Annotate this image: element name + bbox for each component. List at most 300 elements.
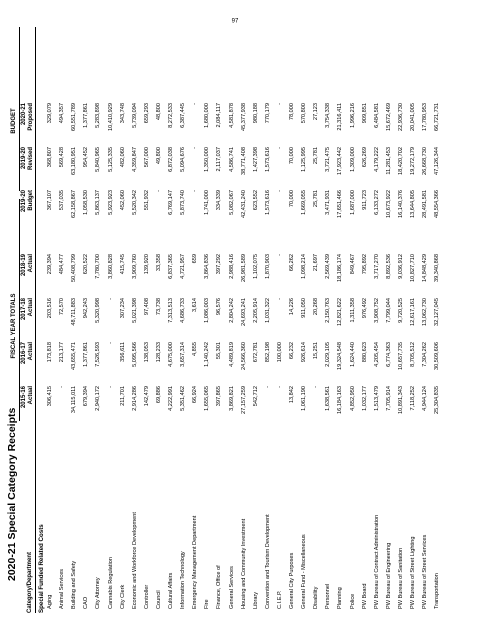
row-value-1: 7,118,252 <box>410 386 416 411</box>
column-header-4 <box>21 254 34 298</box>
row-value-1: 4,852,950 <box>349 386 356 411</box>
row-value-3: 3,908,752 <box>373 298 380 323</box>
row-value-1: 397,865 <box>216 386 223 407</box>
row-value-3: 976,492 <box>361 298 368 319</box>
row-value-4: 8,892,536 <box>385 254 392 279</box>
row-value-5: 6,133,272 <box>373 190 380 215</box>
row-value-2: 4,855 <box>192 342 199 356</box>
row-value-5: - <box>276 190 283 192</box>
table-row <box>107 0 115 621</box>
row-category-name: Finance, Office of <box>216 565 223 609</box>
table-row <box>215 0 223 621</box>
row-value-3: 72,570 <box>59 298 66 316</box>
row-value-1: 306,415 <box>47 386 53 407</box>
row-value-2: 1,624,440 <box>349 342 356 367</box>
row-value-6: 954,452 <box>83 147 90 168</box>
row-value-5: 537,035 <box>59 190 66 211</box>
row-value-3: 48,711,883 <box>71 298 78 326</box>
row-value-1: 1,638,561 <box>325 386 332 411</box>
row-value-5: 48,554,366 <box>434 190 441 218</box>
row-category-name: Emergency Management Department <box>192 515 199 609</box>
table-row <box>349 0 357 621</box>
row-value-3: 13,062,730 <box>422 298 429 326</box>
row-value-3: - <box>276 298 283 300</box>
row-value-6: 3,721,475 <box>325 147 332 172</box>
row-value-4: 4,721,957 <box>180 254 187 279</box>
row-value-1: 542,712 <box>252 386 259 407</box>
row-value-4: 415,745 <box>119 254 126 275</box>
row-value-6: 63,180,951 <box>71 147 78 175</box>
table-row <box>143 0 151 621</box>
row-value-1: 5,351,462 <box>180 386 187 411</box>
row-value-2: 128,233 <box>155 342 162 363</box>
row-value-2: 213,177 <box>59 342 66 363</box>
row-value-4: 239,394 <box>47 254 53 275</box>
row-value-7: 6,484,581 <box>373 103 380 128</box>
row-value-3: 2,205,914 <box>252 298 259 323</box>
table-row <box>119 0 127 621</box>
row-value-1: 16,184,163 <box>337 386 344 414</box>
row-category-name: Animal Services <box>59 568 66 609</box>
row-value-6: 1,125,995 <box>301 147 308 172</box>
table-row <box>336 0 344 621</box>
row-category-name: C.I.E.P. <box>276 590 283 609</box>
row-value-6: - <box>276 147 283 149</box>
table-row <box>324 0 332 621</box>
row-value-5: 6,769,147 <box>168 190 174 215</box>
row-value-1: - <box>276 386 283 388</box>
row-value-6: 38,771,408 <box>240 147 247 175</box>
row-category-name: Council <box>155 590 162 609</box>
row-value-4: 1,098,214 <box>301 254 308 279</box>
row-value-4: 484,477 <box>59 254 66 275</box>
row-category-name: Cannabis Regulation <box>107 557 114 609</box>
row-value-7: 4,581,878 <box>228 103 235 128</box>
table-row <box>264 0 272 621</box>
row-value-6: 5,094,676 <box>180 147 187 172</box>
row-category-name: PW Bureau of Street Lighting <box>410 536 416 609</box>
row-value-2: 6,774,363 <box>385 342 392 367</box>
row-value-6: 569,428 <box>59 147 66 168</box>
table-row <box>240 0 248 621</box>
row-value-2: 926,614 <box>301 342 308 363</box>
column-header-year: 2018-19 <box>21 254 27 277</box>
row-category-name: PW Bureau of Engineering <box>385 542 392 609</box>
column-header-1 <box>21 386 34 430</box>
table-row <box>46 0 54 621</box>
header-rule <box>35 27 36 613</box>
row-value-4: 3,717,270 <box>373 254 380 279</box>
row-category-name: City Clerk <box>119 584 126 609</box>
row-value-7: - <box>276 103 283 105</box>
row-value-7: 6,387,445 <box>180 103 187 128</box>
row-value-7: - <box>192 103 199 105</box>
row-value-5: 13,644,805 <box>410 190 416 218</box>
row-value-5: 70,000 <box>289 190 295 208</box>
row-value-1: 1,032,177 <box>361 386 368 411</box>
row-category-name: Personnel <box>325 583 332 609</box>
row-value-4: 795,892 <box>361 254 368 275</box>
row-value-6: 5,840,965 <box>95 147 102 172</box>
row-value-1: 10,891,343 <box>397 386 404 414</box>
row-value-7: 3,754,338 <box>325 103 332 128</box>
row-category-name: City Attorney <box>95 577 102 609</box>
row-value-3: 942,243 <box>83 298 90 319</box>
row-value-3: 307,234 <box>119 298 126 319</box>
row-value-1: - <box>313 386 320 388</box>
row-value-1: 1,061,190 <box>301 386 308 411</box>
row-value-5: 911,723 <box>361 190 368 210</box>
column-header-type: Actual <box>27 342 34 361</box>
column-header-7 <box>21 103 34 147</box>
row-value-3: 1,086,003 <box>204 298 211 323</box>
row-value-5: 42,431,240 <box>240 190 247 218</box>
row-value-4: 397,292 <box>216 254 223 275</box>
row-value-2: 100,000 <box>276 342 283 363</box>
row-value-5: 1,741,000 <box>204 190 211 215</box>
row-value-1: 69,886 <box>155 386 162 404</box>
row-value-5: 367,107 <box>47 190 53 211</box>
row-value-6: 626,269 <box>361 147 368 168</box>
row-value-4: 66,262 <box>289 254 295 272</box>
row-value-3: 5,021,398 <box>131 298 138 323</box>
column-header-year: 2016-17 <box>21 342 27 365</box>
row-category-name: Library <box>252 591 259 609</box>
row-value-4: 1,870,903 <box>264 254 271 279</box>
row-value-5: 16,140,376 <box>397 190 404 218</box>
budget-header: BUDGET <box>11 108 17 134</box>
row-value-6: 1,309,000 <box>349 147 356 172</box>
row-value-4: 3,909,760 <box>131 254 138 279</box>
row-value-5: 5,520,342 <box>131 190 138 215</box>
row-value-1: - <box>107 386 114 388</box>
row-value-2: 1,377,861 <box>83 342 90 367</box>
row-value-3: 20,268 <box>313 298 320 316</box>
row-value-1: 66,924 <box>192 386 199 404</box>
page-number: 97 <box>231 18 239 25</box>
row-value-2: - <box>107 342 114 344</box>
row-value-1: 211,701 <box>119 386 126 406</box>
row-value-4: 3,860,828 <box>107 254 114 279</box>
row-value-4: 14,848,429 <box>422 254 429 282</box>
row-value-7: 5,739,094 <box>131 103 138 128</box>
row-value-6: 11,281,453 <box>385 147 392 175</box>
row-value-7: 48,800 <box>155 103 162 121</box>
row-value-3: 12,617,161 <box>410 298 416 326</box>
column-header-type: Actual <box>27 386 34 405</box>
column-header-3 <box>21 298 34 342</box>
table-row <box>191 0 199 621</box>
row-value-6: 17,923,442 <box>337 147 344 175</box>
row-value-2: 19,324,548 <box>337 342 344 370</box>
row-value-2: 55,301 <box>216 342 223 360</box>
row-value-3: 5,320,998 <box>95 298 102 323</box>
row-value-3: 911,050 <box>301 298 308 318</box>
row-value-4: 50,408,799 <box>71 254 78 282</box>
row-category-name: Fire <box>204 599 211 609</box>
row-value-5: 3,471,931 <box>325 190 332 215</box>
row-value-4: - <box>276 254 283 256</box>
row-value-6: 4,586,741 <box>228 147 235 172</box>
row-value-6: 4,359,847 <box>131 147 138 172</box>
row-value-3: 9,720,525 <box>397 298 404 323</box>
row-value-4: 3,864,836 <box>204 254 211 279</box>
column-header-year: 2019-20 <box>21 190 27 213</box>
row-value-7: 343,748 <box>119 103 126 124</box>
row-value-5: 5,923,923 <box>107 190 114 215</box>
row-value-2: 30,509,606 <box>434 342 441 370</box>
row-value-3: 96,576 <box>216 298 223 316</box>
row-category-name: PW Bureau of Contract Administration <box>373 514 380 609</box>
column-header-6 <box>21 147 34 191</box>
table-row <box>58 0 66 621</box>
row-value-7: 21,316,411 <box>337 103 344 131</box>
row-value-6: 368,807 <box>47 147 53 168</box>
row-value-2: 43,655,471 <box>71 342 78 370</box>
section-title: Special Funded Related Costs <box>38 524 45 613</box>
row-value-7: 10,410,929 <box>107 103 114 131</box>
row-value-5: 334,339 <box>216 190 223 211</box>
row-value-3: 203,516 <box>47 298 53 319</box>
row-category-name: Aging <box>47 594 53 609</box>
row-value-4: 7,780,700 <box>95 254 102 279</box>
table-row <box>421 0 429 621</box>
row-value-6: 19,272,179 <box>410 147 416 175</box>
row-value-3: 14,226 <box>289 298 295 316</box>
row-value-3: 12,821,622 <box>337 298 344 326</box>
row-value-2: 173,818 <box>47 342 53 363</box>
row-value-6: 1,427,398 <box>252 147 259 172</box>
row-value-7: 60,551,789 <box>71 103 78 131</box>
row-value-3: 3,614 <box>192 298 199 312</box>
row-value-2: 3,657,314 <box>180 342 187 367</box>
column-header-type: Revised <box>27 147 34 171</box>
row-value-7: 27,123 <box>313 103 320 121</box>
row-value-5: - <box>192 190 199 192</box>
row-value-2: 7,304,262 <box>422 342 429 367</box>
table-row <box>203 0 211 621</box>
row-value-1: - <box>264 386 271 388</box>
row-value-7: 570,800 <box>301 103 308 124</box>
table-row <box>131 0 139 621</box>
row-value-6: 26,668,730 <box>422 147 429 175</box>
column-header-type: Actual <box>27 254 34 273</box>
row-value-1: 25,304,835 <box>434 386 441 414</box>
table-row <box>167 0 175 621</box>
row-value-5: 25,781 <box>313 190 320 208</box>
row-value-7: 5,283,898 <box>95 103 102 128</box>
row-category-name: Housing and Community Investment <box>240 518 247 609</box>
row-value-3: 2,804,242 <box>228 298 235 323</box>
row-value-4: 26,981,589 <box>240 254 247 282</box>
row-value-1: 1,655,065 <box>204 386 211 411</box>
row-category-name: Convention and Tourism Development <box>264 514 271 609</box>
row-value-3: 7,313,513 <box>168 298 174 323</box>
row-value-5: 623,552 <box>252 190 259 211</box>
row-value-2: 356,611 <box>119 342 126 362</box>
table-row <box>155 0 163 621</box>
row-value-5: 17,651,466 <box>337 190 344 218</box>
table-row <box>179 0 187 621</box>
row-value-4: 9,036,912 <box>397 254 404 279</box>
row-value-7: 15,672,469 <box>385 103 392 131</box>
row-value-7: 17,780,953 <box>422 103 429 131</box>
row-value-2: 10,657,735 <box>397 342 404 370</box>
row-value-7: 770,179 <box>264 103 271 124</box>
table-row <box>361 0 369 621</box>
row-value-1: 3,869,821 <box>228 386 235 411</box>
row-value-5: 5,082,067 <box>228 190 235 215</box>
row-value-1: 679,394 <box>83 386 90 407</box>
table-row <box>288 0 296 621</box>
row-value-5: 5,873,740 <box>180 190 187 215</box>
row-value-6: 4,179,222 <box>373 147 380 172</box>
row-category-name: PW Bureau of Street Services <box>422 534 429 609</box>
row-value-7: 329,079 <box>47 103 53 124</box>
row-value-1: 2,914,286 <box>131 386 138 411</box>
row-category-name: Controller <box>143 584 150 609</box>
row-value-2: 5,095,566 <box>131 342 138 367</box>
row-value-2: 66,232 <box>289 342 295 360</box>
row-value-6: - <box>192 147 199 149</box>
row-value-2: 880,623 <box>361 342 368 363</box>
row-value-5: 5,863,137 <box>95 190 102 215</box>
row-value-3: 97,408 <box>143 298 150 316</box>
row-value-1: 4,222,991 <box>168 386 174 411</box>
row-value-4: 18,186,174 <box>337 254 344 282</box>
row-value-7: 909,851 <box>361 103 368 124</box>
row-value-1: 13,842 <box>289 386 295 404</box>
table-row <box>433 0 441 621</box>
row-value-6: 49,800 <box>155 147 162 165</box>
fiscal-group-underline <box>19 199 20 421</box>
table-row <box>82 0 90 621</box>
row-value-6: 70,000 <box>289 147 295 165</box>
row-value-5: 1,669,055 <box>301 190 308 215</box>
row-value-7: 980,188 <box>252 103 259 124</box>
row-value-2: 4,675,000 <box>168 342 174 367</box>
table-row <box>385 0 393 621</box>
row-value-3: 2,150,763 <box>325 298 332 323</box>
page-title: 2020-21 Special Category Receipts <box>6 407 18 581</box>
row-value-3: 1,311,358 <box>349 298 356 323</box>
row-value-7: 659,293 <box>143 103 150 124</box>
row-value-2: 24,566,360 <box>240 342 247 370</box>
table-row <box>312 0 320 621</box>
row-value-1: 4,944,124 <box>422 386 429 411</box>
column-header-year: 2017-18 <box>21 298 27 321</box>
row-value-4: 849,467 <box>349 254 356 275</box>
row-value-3: - <box>107 298 114 300</box>
row-value-1: - <box>59 386 66 388</box>
row-value-2: 7,526,593 <box>95 342 102 367</box>
row-category-name: PW Board <box>361 583 368 609</box>
row-value-7: 20,041,005 <box>410 103 416 131</box>
row-value-7: 22,936,730 <box>397 103 404 131</box>
row-value-4: 2,569,439 <box>325 254 332 279</box>
table-row <box>252 0 260 621</box>
table-row <box>94 0 102 621</box>
row-value-7: 8,272,533 <box>168 103 174 128</box>
row-value-2: 4,205,454 <box>373 342 380 367</box>
column-header-year: 2015-16 <box>21 386 27 409</box>
column-header-year: 2019-20 <box>21 147 27 170</box>
row-value-5: - <box>155 190 162 192</box>
category-column-header: Category/Department <box>27 551 33 613</box>
row-value-2: 138,053 <box>143 342 150 363</box>
row-value-6: 5,125,335 <box>107 147 114 172</box>
row-value-3: 1,031,322 <box>264 298 271 323</box>
row-value-2: 15,251 <box>313 342 320 360</box>
row-value-1: 27,157,259 <box>240 386 247 414</box>
row-value-4: 21,697 <box>313 254 320 272</box>
row-category-name: Disability <box>313 586 320 609</box>
row-value-4: 33,358 <box>155 254 162 272</box>
row-value-2: 1,140,242 <box>204 342 211 367</box>
row-value-7: 66,721,731 <box>434 103 441 131</box>
table-row <box>409 0 417 621</box>
row-value-2: 8,705,512 <box>410 342 416 367</box>
row-category-name: Police <box>349 593 356 609</box>
row-value-3: 32,127,045 <box>434 298 441 326</box>
row-value-3: 7,799,044 <box>385 298 392 323</box>
row-value-2: 4,489,819 <box>228 342 235 367</box>
row-value-6: 47,126,344 <box>434 147 441 175</box>
row-category-name: Information Technology <box>180 551 187 609</box>
row-value-3: 24,693,241 <box>240 298 247 326</box>
row-value-5: 62,158,867 <box>71 190 78 218</box>
column-header-type: Budget <box>27 190 34 211</box>
row-value-5: 551,932 <box>143 190 150 211</box>
row-value-1: 2,940,172 <box>95 386 102 411</box>
column-header-2 <box>21 342 34 386</box>
row-value-6: 2,117,037 <box>216 147 223 172</box>
row-value-7: 78,000 <box>289 103 295 121</box>
row-value-5: 1,573,616 <box>264 190 271 215</box>
row-value-6: 482,060 <box>119 147 126 168</box>
row-value-6: 6,872,038 <box>168 147 174 172</box>
row-value-7: 1,680,000 <box>204 103 211 128</box>
row-value-1: 1,513,479 <box>373 386 380 411</box>
row-category-name: General Services <box>228 566 235 609</box>
row-value-5: 1,687,000 <box>349 190 356 215</box>
table-row <box>70 0 78 621</box>
table-row <box>397 0 405 621</box>
row-value-2: 672,781 <box>252 342 259 363</box>
row-value-4: 659 <box>192 254 199 264</box>
budget-group-underline <box>19 27 20 191</box>
row-value-5: 10,673,922 <box>385 190 392 218</box>
column-header-type: Proposed <box>27 103 34 131</box>
row-value-5: 1,058,530 <box>83 190 90 215</box>
fiscal-year-totals-header: FISCAL YEAR TOTALS <box>11 293 17 359</box>
row-value-1: 142,479 <box>143 386 150 407</box>
table-row <box>373 0 381 621</box>
table-row <box>300 0 308 621</box>
row-value-4: 10,827,710 <box>410 254 416 282</box>
row-value-4: 139,920 <box>143 254 150 275</box>
row-value-6: 1,573,616 <box>264 147 271 172</box>
row-value-7: 45,377,938 <box>240 103 247 131</box>
row-value-6: 1,350,000 <box>204 147 211 172</box>
row-category-name: Building and Safety <box>71 560 78 609</box>
column-header-type: Actual <box>27 298 34 317</box>
row-value-1: 34,115,011 <box>71 386 78 414</box>
row-value-2: 852,198 <box>264 342 271 363</box>
row-value-6: 567,000 <box>143 147 150 168</box>
row-category-name: Economic and Workforce Development <box>131 512 138 609</box>
row-value-2: 2,029,105 <box>325 342 332 367</box>
